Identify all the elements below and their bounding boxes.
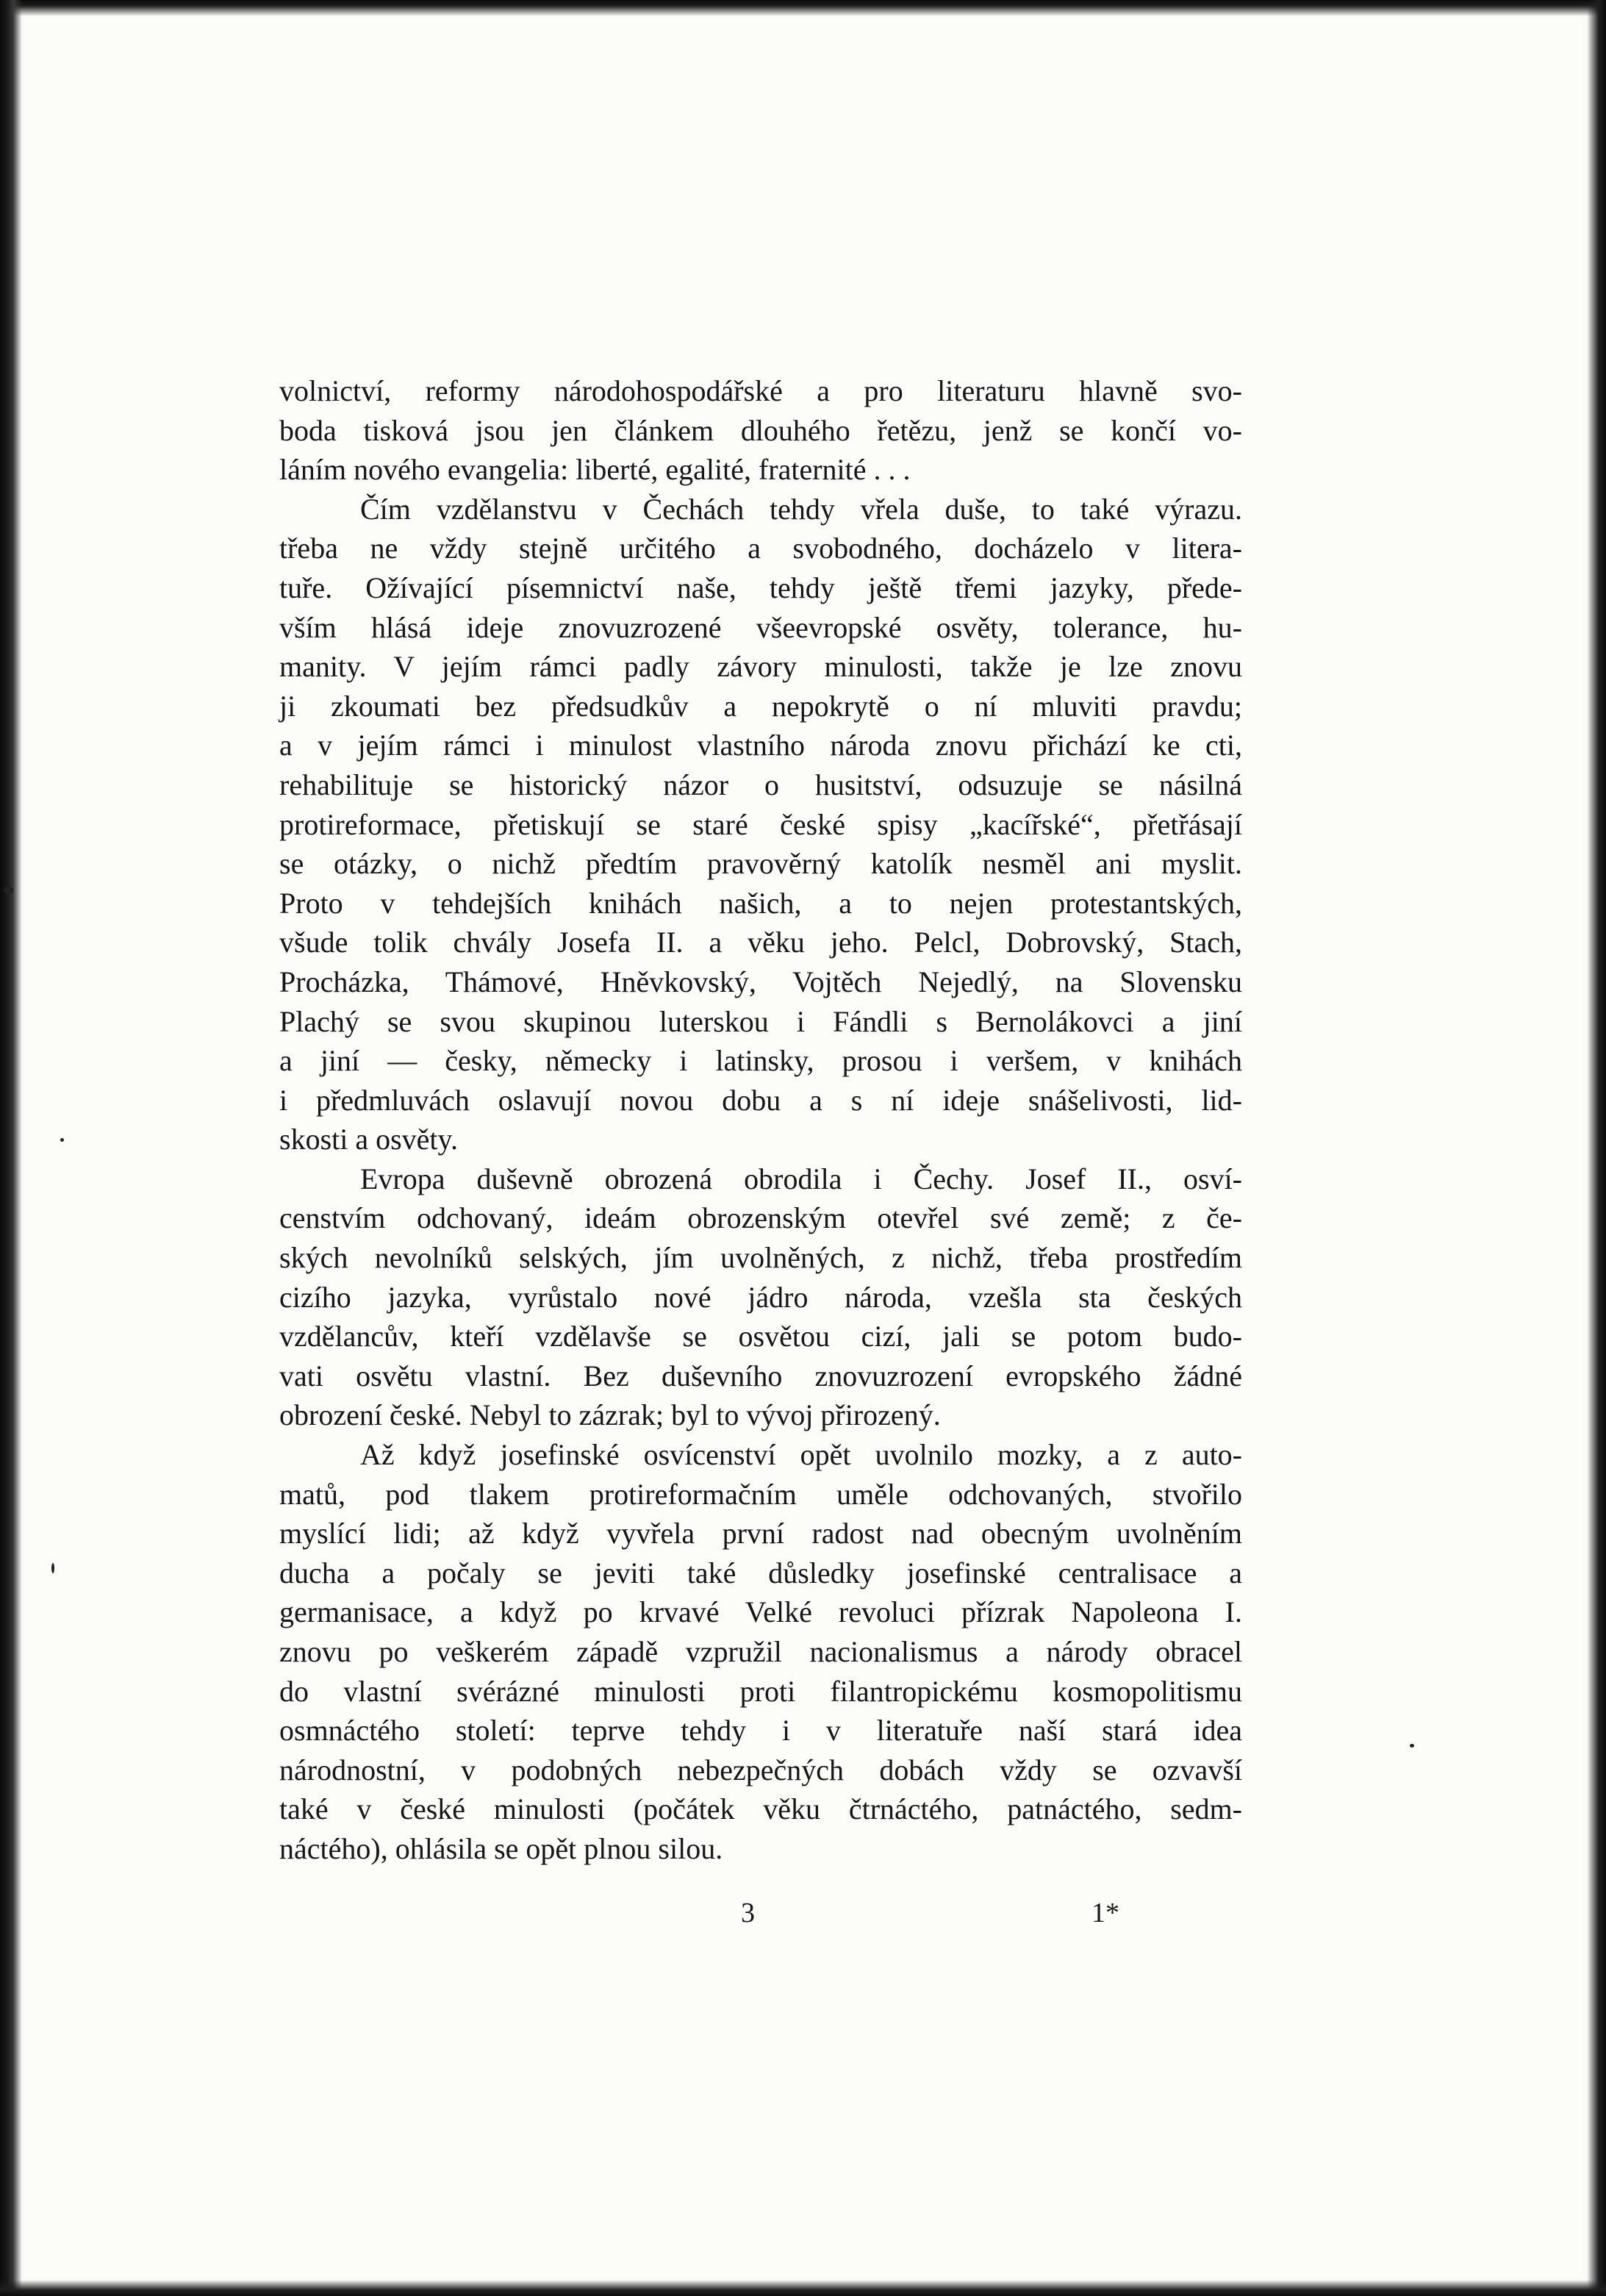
text-line: náctého), ohlásila se opět plnou silou. [279, 1831, 723, 1865]
text-line: vším hlásá ideje znovuzrozené všeevropské osvěty, tolerance, hu- [279, 610, 1242, 644]
text-line: do vlastní svérázné minulosti proti filantropickému kosmopolitismu [279, 1674, 1242, 1708]
text-line: ských nevolníků selských, jím uvolněných, z nichž, třeba prostředím [279, 1241, 1242, 1275]
scan-edge-bottom [0, 2280, 1606, 2296]
text-line: ducha a počaly se jeviti také důsledky josefinské centralisace a [279, 1556, 1242, 1589]
text-line: skosti a osvěty. [279, 1123, 458, 1156]
text-line: osmnáctého století: teprve tehdy i v literatuře naší stará idea [279, 1714, 1242, 1748]
text-line: láním nového evangelia: liberté, egalité, fraternité . . . [279, 453, 911, 487]
text-line: rehabilituje se historický názor o husitství, odsuzuje se násilná [279, 768, 1242, 801]
text-line: manity. V jejím rámci padly závory minulosti, takže je lze znovu [279, 650, 1242, 684]
body-text [279, 371, 1242, 1869]
text-line: boda tisková jsou jen článkem dlouhého řetězu, jenž se končí vo- [279, 413, 1242, 447]
text-line: Procházka, Thámové, Hněvkovský, Vojtěch Nejedlý, na Slovensku [279, 965, 1242, 998]
text-line: germanisace, a když po krvavé Velké revoluci přízrak Napoleona I. [279, 1595, 1242, 1629]
scan-speck [4, 886, 13, 895]
scan-edge-top [0, 0, 1606, 16]
scan-speck [60, 1138, 64, 1142]
text-line: volnictví, reformy národohospodářské a pro literaturu hlavně svo- [279, 374, 1242, 407]
text-line: třeba ne vždy stejně určitého a svobodného, docházelo v litera- [279, 532, 1242, 565]
page-number: 3 [741, 1898, 755, 1928]
text-line: Proto v tehdejších knihách našich, a to nejen protestantských, [279, 886, 1242, 920]
text-line: Plachý se svou skupinou luterskou i Fándli s Bernolákovci a jiní [279, 1004, 1242, 1038]
text-line: všude tolik chvály Josefa II. a věku jeho. Pelcl, Dobrovský, Stach, [279, 926, 1242, 959]
text-line: myslící lidi; až když vyvřela první radost nad obecným uvolněním [279, 1517, 1242, 1551]
text-line: znovu po veškerém západě vzpružil nacionalismus a národy obracel [279, 1635, 1242, 1668]
text-line: a jiní — česky, německy i latinsky, prosou i veršem, v knihách [279, 1044, 1242, 1078]
text-line: matů, pod tlakem protireformačním uměle odchovaných, stvořilo [279, 1477, 1242, 1511]
scan-edge-right [1587, 0, 1606, 2296]
text-line: také v české minulosti (počátek věku čtrnáctého, patnáctého, sedm- [279, 1792, 1242, 1826]
scan-edge-left [0, 0, 22, 2296]
text-line: a v jejím rámci i minulost vlastního národa znovu přichází ke cti, [279, 729, 1242, 762]
text-line: se otázky, o nichž předtím pravověrný katolík nesměl ani myslit. [279, 847, 1242, 881]
text-line: Evropa duševně obrozená obrodila i Čechy. Josef II., osví- [360, 1162, 1242, 1195]
text-line: cizího jazyka, vyrůstalo nové jádro národa, vzešla sta českých [279, 1280, 1242, 1314]
text-line: Čím vzdělanstvu v Čechách tehdy vřela duše, to také výrazu. [360, 492, 1242, 526]
text-line: censtvím odchovaný, ideám obrozenským otevřel své země; z če- [279, 1201, 1242, 1235]
text-line: národnostní, v podobných nebezpečných dobách vždy se ozvavší [279, 1753, 1242, 1787]
text-line: vati osvětu vlastní. Bez duševního znovuzrození evropského žádné [279, 1359, 1242, 1392]
text-line: i předmluvách oslavují novou dobu a s ní ideje snášelivosti, lid- [279, 1083, 1242, 1117]
printer-signature-mark: 1* [1091, 1898, 1119, 1928]
text-line: ji zkoumati bez předsudkův a nepokrytě o ní mluviti pravdu; [279, 689, 1242, 723]
text-line: tuře. Ožívající písemnictví naše, tehdy ještě třemi jazyky, přede- [279, 571, 1242, 604]
text-line: vzdělancův, kteří vzdělavše se osvětou cizí, jali se potom budo- [279, 1320, 1242, 1353]
text-line: obrození české. Nebyl to zázrak; byl to vývoj přirozený. [279, 1398, 941, 1432]
text-line: Až když josefinské osvícenství opět uvolnilo mozky, a z auto- [360, 1438, 1242, 1472]
text-line: protireformace, přetiskují se staré české spisy „kacířské“, přetřásají [279, 807, 1242, 841]
scan-speck [1410, 1744, 1414, 1748]
scan-speck [51, 1563, 54, 1573]
